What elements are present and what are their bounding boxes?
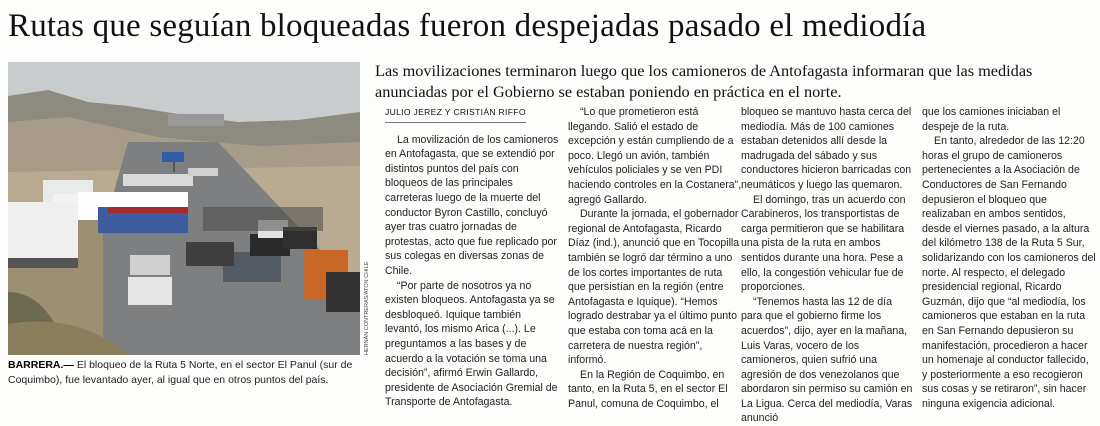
photo-credit: HERNÁN CONTRERAS/ATON CHILE — [364, 261, 370, 355]
article-column-3 — [741, 105, 915, 426]
paragraph: bloqueo se mantuvo hasta cerca del mediodía. Más de 100 camiones estaban detenidos allí desde la madrugada del sábado y sus conductores hicieron barricadas con neumáticos y luego las quemaron. — [741, 106, 912, 191]
lead-paragraph: Las movilizaciones terminaron luego que los camioneros de Antofagasta informaran que las medidas anunciadas por el Gobierno se estaban poniendo en práctica en el norte. — [375, 61, 1033, 101]
article-column-2 — [568, 105, 742, 411]
paragraph: Durante la jornada, el gobernador regional de Antofagasta, Ricardo Díaz (ind.), anunció que en Tocopilla también se logró dar término a uno de los cortes importantes de ruta que persistían en la región (entre Antofagasta e Iquique). “Hemos logrado destrabar ya el último punto que estaba con toma acá en la carretera de nuestra región”, informó. — [568, 208, 740, 367]
paragraph: En tanto, alrededor de las 12:20 horas el grupo de camioneros pertenecientes a la Asociación de Conductores de San Fernando depusieron el bloqueo que realizaban en ambos sentidos, desde el viernes pasado, a la altura del kilómetro 138 de la Ruta 5 Sur, solidarizando con los camioneros del norte. Al respecto, el delegado presidencial regional, Ricardo Guzmán, dijo que “al mediodía, los camioneros que estaban en la ruta en San Fernando depusieron su manifestación, procedieron a hacer un homenaje al conductor fallecido, y posteriormente a eso recogieron sus cosas y se retiraron”, sin hacer ninguna exigencia adicional. — [922, 135, 1096, 410]
caption-label: BARRERA.— — [8, 359, 74, 371]
byline: JULIO JEREZ Y CRISTIÁN RIFFO — [385, 105, 526, 123]
paragraph: que los camiones iniciaban el despeje de la ruta. — [922, 106, 1061, 133]
paragraph: La movilización de los camioneros en Antofagasta, que se extendió por distintos puntos del país con bloqueos de las principales carreteras luego de la muerte del conductor Byron Castillo, concluyó ayer tras cuatro jornadas de protestas, acto que fue replicado por sus colegas en diversas zonas de Chile. — [385, 133, 559, 277]
paragraph: El domingo, tras un acuerdo con Carabineros, los transportistas de carga permitieron que se habilitara una pista de la ruta en ambos sentidos durante una hora. Pese a ello, la congestión vehicular fue de proporciones. — [741, 193, 906, 294]
article-column-4 — [922, 105, 1096, 411]
caption-text: El bloqueo de la Ruta 5 Norte, en el sector El Panul (sur de Coquimbo), fue levantado ayer, al igual que en otros puntos del país. — [8, 359, 353, 386]
news-photo — [8, 62, 360, 355]
paragraph: “Tenemos hasta las 12 de día para que el gobierno firme los acuerdos”, dijo, ayer en la mañana, Luis Varas, vocero de los camioneros, quien sufrió una agresión de dos venezolanos que abordaron sin permiso su camión en La Ligua. Cerca del mediodía, Varas anunció — [741, 295, 913, 425]
paragraph: “Lo que prometieron está llegando. Salió el estado de excepción y están cumpliendo de a poco. Llegó un avión, también vehículos policiales y se ven PDI haciendo controles en la Costanera”, agregó Gallardo. — [568, 106, 742, 206]
article-column-1 — [385, 105, 559, 410]
headline: Rutas que seguían bloqueadas fueron despejadas pasado el mediodía — [8, 8, 927, 44]
paragraph: En la Región de Coquimbo, en tanto, en la Ruta 5, en el sector El Panul, comuna de Coquimbo, el — [568, 368, 728, 410]
paragraph: “Por parte de nosotros ya no existen bloqueos. Antofagasta ya se desbloqueó. Iquique también levantó, los mismo Arica (...). Le preguntamos a las bases y de acuerdo a la votación se toma una decisión”, afirmó Erwin Gallardo, presidente de Asociación Gremial de Transporte de Antofagasta. — [385, 279, 558, 409]
photo-caption — [8, 358, 363, 387]
